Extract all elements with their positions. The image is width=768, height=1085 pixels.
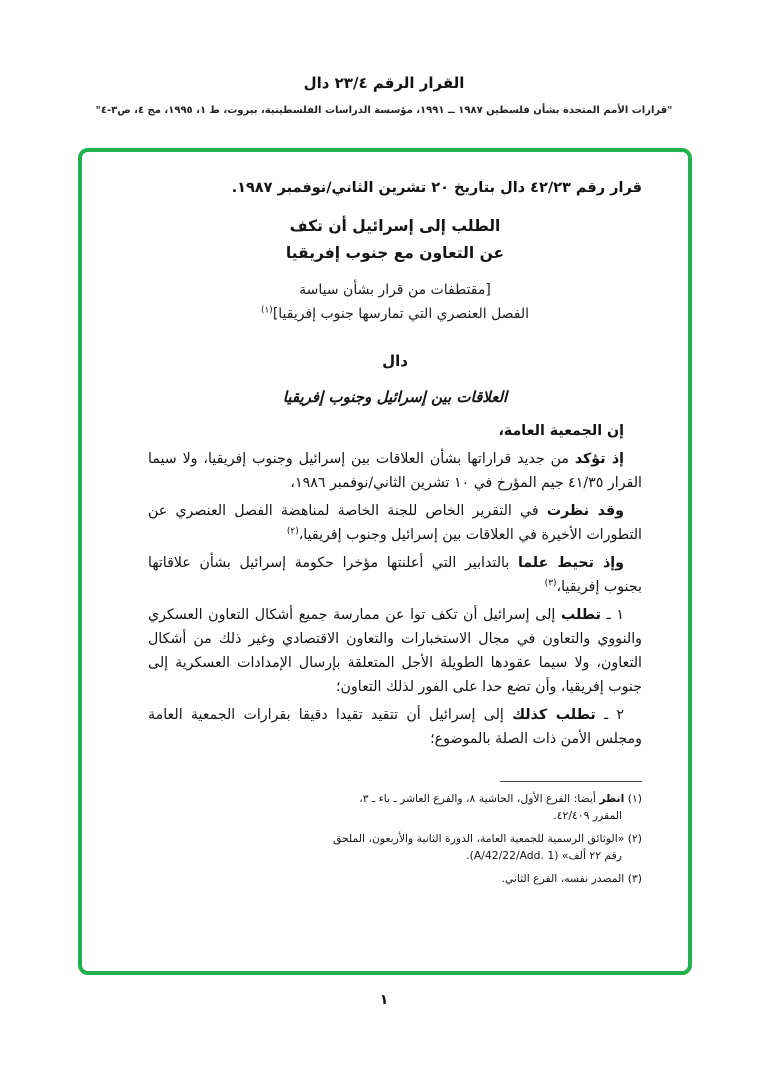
paragraph-lead: إذ تؤكد — [574, 451, 624, 467]
resolution-title-line1: الطلب إلى إسرائيل أن تكف — [289, 217, 501, 235]
footnote-marker: (٢) — [624, 832, 642, 845]
resolution-bracket-note — [148, 278, 642, 326]
resolution-title-line2: عن التعاون مع جنوب إفريقيا — [285, 244, 505, 262]
section-title: العلاقات بين إسرائيل وجنوب إفريقيا — [282, 388, 508, 406]
footnote-marker: (٣) — [624, 872, 642, 885]
paragraph-text: بالتدابير التي أعلنتها مؤخرا حكومة إسرائيل بشأن علاقاتها بجنوب إفريقيا، — [148, 555, 642, 595]
paragraph-preamble-2 — [148, 447, 642, 495]
page-number: ١ — [379, 992, 389, 1008]
paragraph-operative-1 — [148, 603, 642, 699]
paragraph-preamble-4 — [148, 551, 642, 599]
paragraph-number: ١ ـ — [600, 607, 624, 623]
page-subtitle: "قرارات الأمم المتحدة بشأن فلسطين ١٩٨٧ ــ ١٩٩١، مؤسسة الدراسات الفلسطينية، بيروت، ط ١، ١٩٩٥، مج ٤، ص٣-٤" — [95, 105, 673, 116]
footnote-text: المصدر نفسه، الفرع الثاني. — [501, 872, 625, 885]
footnote-text: أيضا: الفرع الأول، الحاشية ٨، والفرع العاشر ـ باء ـ ٣، المقرر ٤٢/٤٠٩. — [359, 792, 622, 822]
footnote-2 — [330, 830, 642, 864]
paragraph-lead: إن الجمعية العامة، — [498, 423, 624, 439]
paragraph-operative-2 — [148, 703, 642, 751]
paragraph-lead: تطلب كذلك — [512, 707, 596, 723]
page-header — [0, 74, 768, 116]
footnote-ref-1: (١) — [260, 305, 273, 316]
footnote-text: «الوثائق الرسمية للجمعية العامة، الدورة الثانية والأربعون، الملحق رقم ٢٢ ألف» (A/42/22/Add. 1). — [332, 832, 625, 862]
bracket-note-line2 — [148, 302, 642, 326]
footnote-ref-3: (٣) — [544, 578, 557, 589]
paragraph-preamble-1 — [148, 419, 642, 443]
paragraph-lead: وإذ تحيط علما — [517, 555, 624, 571]
page-title: القرار الرقم ٢٣/٤ دال — [303, 74, 465, 92]
resolution-title — [148, 213, 642, 267]
paragraph-text: إلى إسرائيل أن تكف توا عن ممارسة جميع أشكال التعاون العسكري والنووي والتعاون في مجال الاستخبارات والتعاون الاقتصادي وغير ذلك من أشكال التعاون، ولا سيما عقودها الطويلة الأجل المتعلقة بإرسال الإمدادات العسكرية إلى جنوب إفريقيا، وأن تضع حدا على الفور لذلك التعاون؛ — [148, 607, 642, 695]
paragraph-text: من جديد قراراتها بشأن العلاقات بين إسرائيل وجنوب إفريقيا، ولا سيما القرار ٤١/٣٥ جيم المؤرخ في ١٠ تشرين الثاني/نوفمبر ١٩٨٦، — [148, 451, 642, 491]
footnote-lead: انظر — [599, 792, 625, 805]
document-frame — [78, 148, 692, 975]
section-letter: دال — [382, 352, 408, 370]
footnote-divider — [500, 781, 642, 782]
paragraph-text: إلى إسرائيل أن تتقيد تقيدا دقيقا بقرارات الجمعية العامة ومجلس الأمن ذات الصلة بالموضوع؛ — [148, 707, 642, 747]
bracket-note-line1: [مقتطفات من قرار بشأن سياسة — [299, 282, 491, 298]
footnote-marker: (١) — [624, 792, 642, 805]
resolution-heading: قرار رقم ٤٢/٢٣ دال بتاريخ ٢٠ تشرين الثاني/نوفمبر ١٩٨٧. — [231, 180, 642, 196]
paragraph-number: ٢ ـ — [595, 707, 624, 723]
footnotes-block — [330, 790, 642, 887]
footnote-ref-2: (٢) — [286, 526, 299, 537]
footnote-3 — [330, 870, 642, 887]
bracket-note-line2-text: الفصل العنصري التي تمارسها جنوب إفريقيا] — [272, 306, 530, 322]
paragraph-preamble-3 — [148, 499, 642, 547]
paragraph-lead: وقد نظرت — [546, 503, 624, 519]
paragraph-text: في التقرير الخاص للجنة الخاصة لمناهضة الفصل العنصري عن التطورات الأخيرة في العلاقات بين إسرائيل وجنوب إفريقيا، — [148, 503, 642, 543]
footnote-1 — [330, 790, 642, 824]
paragraph-lead: تطلب — [560, 607, 601, 623]
